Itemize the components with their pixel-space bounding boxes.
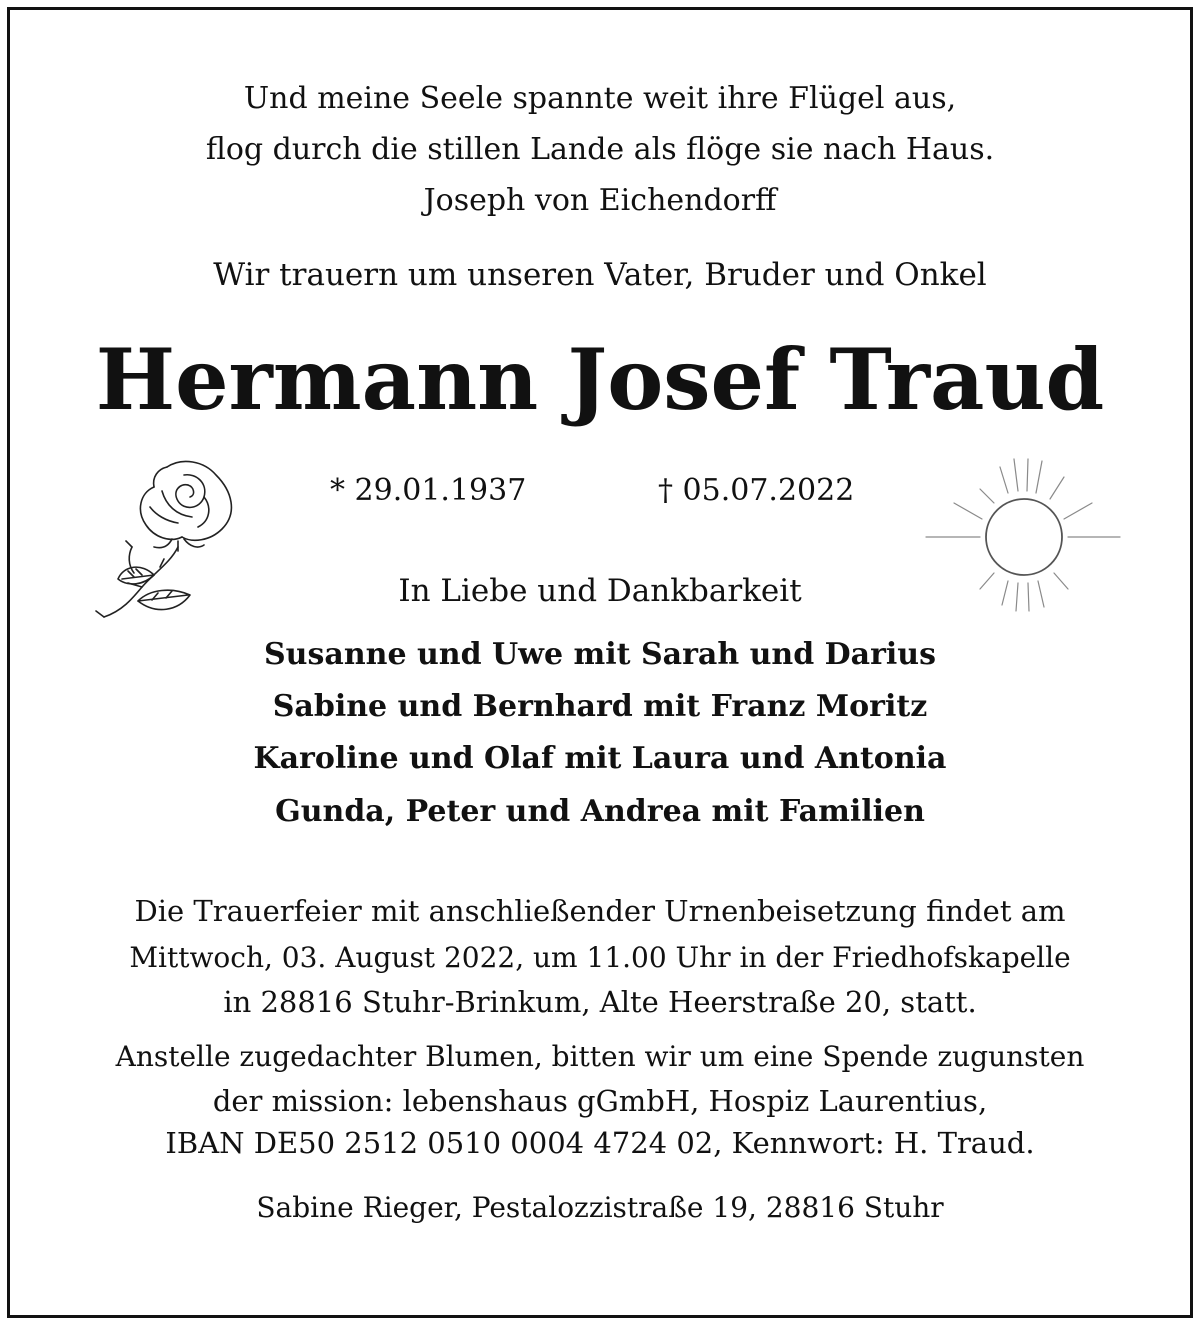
family-line-3: Karoline und Olaf mit Laura und Antonia [253, 741, 947, 776]
family-line-4: Gunda, Peter und Andrea mit Familien [275, 794, 925, 829]
death-date: † 05.07.2022 [658, 473, 855, 508]
ceremony-line-2: Mittwoch, 03. August 2022, um 11.00 Uhr in der Friedhofskapelle [129, 941, 1071, 974]
donation-line-3: IBAN DE50 2512 0510 0004 4724 02, Kennwort: H. Traud. [165, 1126, 1035, 1160]
thanks-line: In Liebe und Dankbarkeit [398, 573, 802, 609]
donation-line-1: Anstelle zugedachter Blumen, bitten wir um eine Spende zugunsten [115, 1040, 1085, 1073]
quote-author: Joseph von Eichendorff [423, 183, 777, 218]
ceremony-line-1: Die Trauerfeier mit anschließender Urnenbeisetzung findet am [134, 894, 1066, 928]
donation-line-2: der mission: lebenshaus gGmbH, Hospiz Laurentius, [212, 1084, 988, 1118]
birth-date: * 29.01.1937 [330, 473, 527, 508]
quote-line-1: Und meine Seele spannte weit ihre Flügel aus, [243, 81, 957, 116]
family-line-1: Susanne und Uwe mit Sarah und Darius [264, 637, 936, 672]
intro-text: Wir trauern um unseren Vater, Bruder und Onkel [213, 257, 987, 293]
family-line-2: Sabine und Bernhard mit Franz Moritz [272, 689, 928, 724]
quote-line-2: flog durch die stillen Lande als flöge sie nach Haus. [205, 132, 995, 167]
deceased-name: Hermann Josef Traud [95, 330, 1105, 429]
ceremony-line-3: in 28816 Stuhr-Brinkum, Alte Heerstraße 20, statt. [223, 985, 977, 1019]
contact-address: Sabine Rieger, Pestalozzistraße 19, 28816 Stuhr [256, 1191, 944, 1224]
